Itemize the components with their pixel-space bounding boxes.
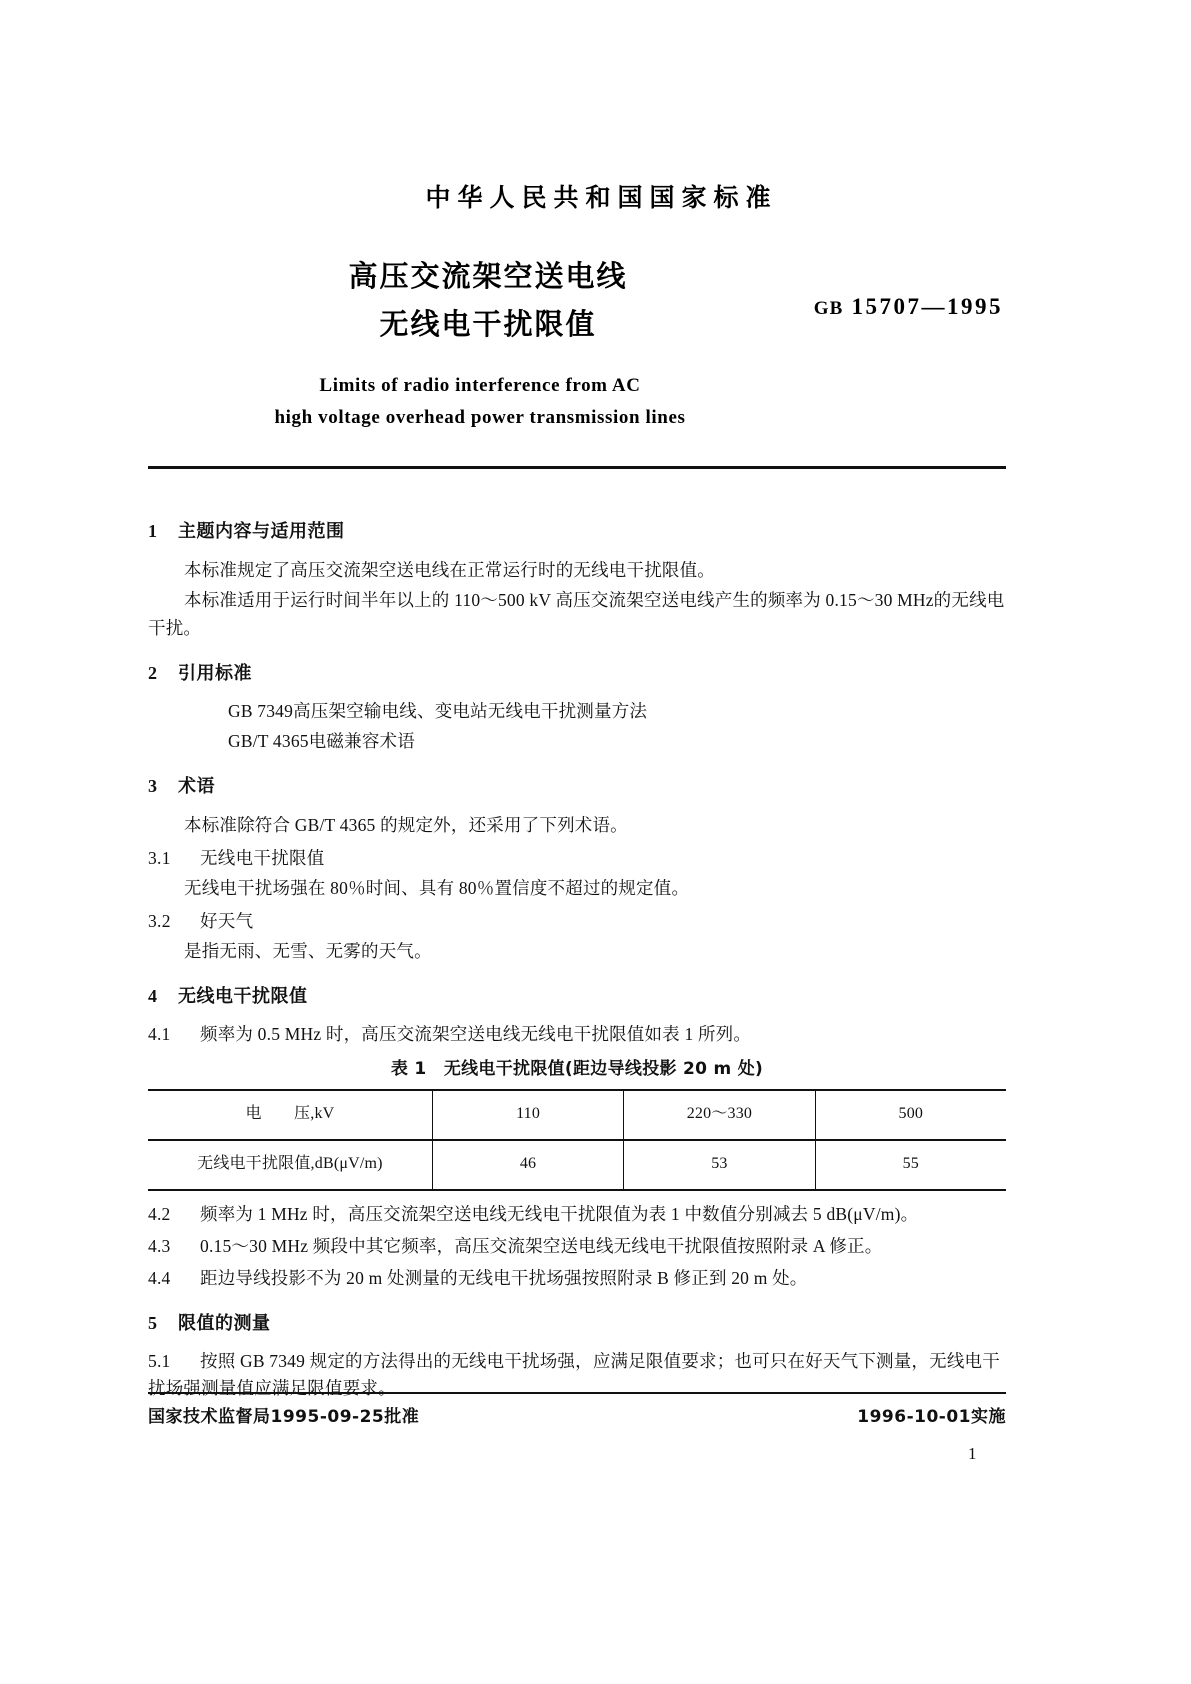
header-divider bbox=[148, 466, 1006, 469]
section-heading-1 bbox=[148, 518, 1006, 546]
table-row-header-voltage: 电 压,kV bbox=[245, 1105, 335, 1123]
section-heading-3 bbox=[148, 773, 1006, 801]
clause-4-2 bbox=[148, 1201, 1006, 1228]
clause-4-1-text: 频率为 0.5 MHz 时，高压交流架空送电线无线电干扰限值如表 1 所列。 bbox=[200, 1024, 752, 1045]
section-1-paragraph-2: 本标准适用于运行时间半年以上的 110～500 kV 高压交流架空送电线产生的频率为 0.15～30 MHz的无线电干扰。 bbox=[148, 589, 1005, 638]
table-cell-limit-500: 55 bbox=[815, 1140, 1006, 1190]
table-cell-limit-220-330: 53 bbox=[624, 1140, 815, 1190]
reference-2-code: GB/T 4365 bbox=[228, 730, 309, 751]
national-standard-label: 中华人民共和国国家标准 bbox=[425, 183, 778, 212]
section-2-number: 2 bbox=[148, 662, 158, 683]
clause-5-1-number: 5.1 bbox=[148, 1350, 171, 1371]
section-1-number: 1 bbox=[148, 521, 158, 541]
table-col-header-220-330: 220～330 bbox=[624, 1090, 815, 1140]
clause-4-4-text: 距边导线投影不为 20 m 处测量的无线电干扰场强按照附录 B 修正到 20 m 处。 bbox=[200, 1267, 808, 1288]
section-1-paragraph-1: 本标准规定了高压交流架空送电线在正常运行时的无线电干扰限值。 bbox=[184, 559, 715, 580]
english-title bbox=[0, 370, 960, 434]
clause-3-1-number: 3.1 bbox=[148, 847, 171, 868]
standard-number bbox=[814, 294, 1003, 320]
approval-statement: 国家技术监督局1995-09-25批准 bbox=[148, 1407, 420, 1427]
clause-4-2-text: 频率为 1 MHz 时，高压交流架空送电线无线电干扰限值为表 1 中数值分别减去 5 dB(μV/m)。 bbox=[200, 1203, 919, 1224]
clause-4-3 bbox=[148, 1233, 1006, 1260]
table-caption: 表 1 无线电干扰限值(距边导线投影 20 m 处) bbox=[390, 1059, 764, 1080]
title-row bbox=[0, 252, 1191, 362]
page-number: 1 bbox=[968, 1444, 977, 1463]
standard-number-value: 15707—1995 bbox=[851, 294, 1003, 319]
reference-2-title: 电磁兼容术语 bbox=[308, 730, 415, 751]
clause-3-2-title: 好天气 bbox=[200, 911, 254, 932]
standard-prefix: GB bbox=[813, 298, 844, 319]
reference-1-code: GB 7349 bbox=[228, 700, 294, 721]
section-3-title: 术语 bbox=[178, 776, 215, 798]
chinese-title bbox=[248, 252, 728, 348]
clause-3-1-title: 无线电干扰限值 bbox=[200, 847, 325, 868]
clause-3-1-text: 无线电干扰场强在 80％时间、具有 80％置信度不超过的规定值。 bbox=[184, 878, 690, 899]
document-footer bbox=[148, 1392, 1006, 1427]
clause-3-2-number: 3.2 bbox=[148, 911, 171, 932]
section-3-paragraph-1: 本标准除符合 GB/T 4365 的规定外，还采用了下列术语。 bbox=[184, 814, 628, 835]
reference-item-2 bbox=[148, 728, 1006, 755]
clause-5-1-text: 按照 GB 7349 规定的方法得出的无线电干扰场强，应满足限值要求；也可只在好天气下测量，无线电干扰场强测量值应满足限值要求。 bbox=[148, 1350, 1000, 1398]
section-5-title: 限值的测量 bbox=[178, 1312, 271, 1334]
table-row-header-limit: 无线电干扰限值,dB(μV/m) bbox=[197, 1155, 383, 1173]
table-cell-limit-110: 46 bbox=[432, 1140, 623, 1190]
clause-heading-3-1 bbox=[148, 845, 1006, 872]
clause-4-4 bbox=[148, 1265, 1006, 1292]
clause-4-3-text: 0.15～30 MHz 频段中其它频率，高压交流架空送电线无线电干扰限值按照附录 A 修正。 bbox=[200, 1235, 883, 1256]
clause-3-2-text: 是指无雨、无雪、无雾的天气。 bbox=[184, 941, 432, 962]
section-heading-2 bbox=[148, 660, 1006, 688]
section-4-title: 无线电干扰限值 bbox=[178, 986, 308, 1008]
section-3-number: 3 bbox=[148, 776, 158, 797]
table-col-header-500: 500 bbox=[815, 1090, 1006, 1140]
reference-1-title: 高压架空输电线、变电站无线电干扰测量方法 bbox=[293, 700, 648, 721]
document-body bbox=[148, 500, 1006, 1407]
section-4-number: 4 bbox=[148, 986, 158, 1007]
limits-table bbox=[148, 1089, 1006, 1191]
section-1-title: 主题内容与适用范围 bbox=[178, 521, 345, 542]
clause-4-1 bbox=[148, 1021, 1006, 1048]
table-row bbox=[148, 1140, 1006, 1190]
clause-4-2-number: 4.2 bbox=[148, 1203, 171, 1224]
chinese-title-line1: 高压交流架空送电线 bbox=[348, 259, 628, 293]
clause-4-1-number: 4.1 bbox=[148, 1024, 171, 1045]
section-heading-5 bbox=[148, 1310, 1006, 1338]
implementation-date: 1996-10-01实施 bbox=[857, 1407, 1006, 1427]
reference-item-1 bbox=[148, 698, 1006, 725]
english-title-line2: high voltage overhead power transmission lines bbox=[274, 407, 686, 428]
clause-heading-3-2 bbox=[148, 908, 1006, 935]
chinese-title-line2: 无线电干扰限值 bbox=[379, 307, 597, 341]
section-heading-4 bbox=[148, 983, 1006, 1011]
english-title-line1: Limits of radio interference from AC bbox=[319, 375, 641, 396]
clause-4-3-number: 4.3 bbox=[148, 1235, 171, 1256]
clause-4-4-number: 4.4 bbox=[148, 1267, 171, 1288]
table-row bbox=[148, 1090, 1006, 1140]
section-2-title: 引用标准 bbox=[178, 662, 252, 684]
table-col-header-110: 110 bbox=[432, 1090, 623, 1140]
document-header bbox=[0, 178, 1191, 434]
section-5-number: 5 bbox=[148, 1312, 158, 1333]
